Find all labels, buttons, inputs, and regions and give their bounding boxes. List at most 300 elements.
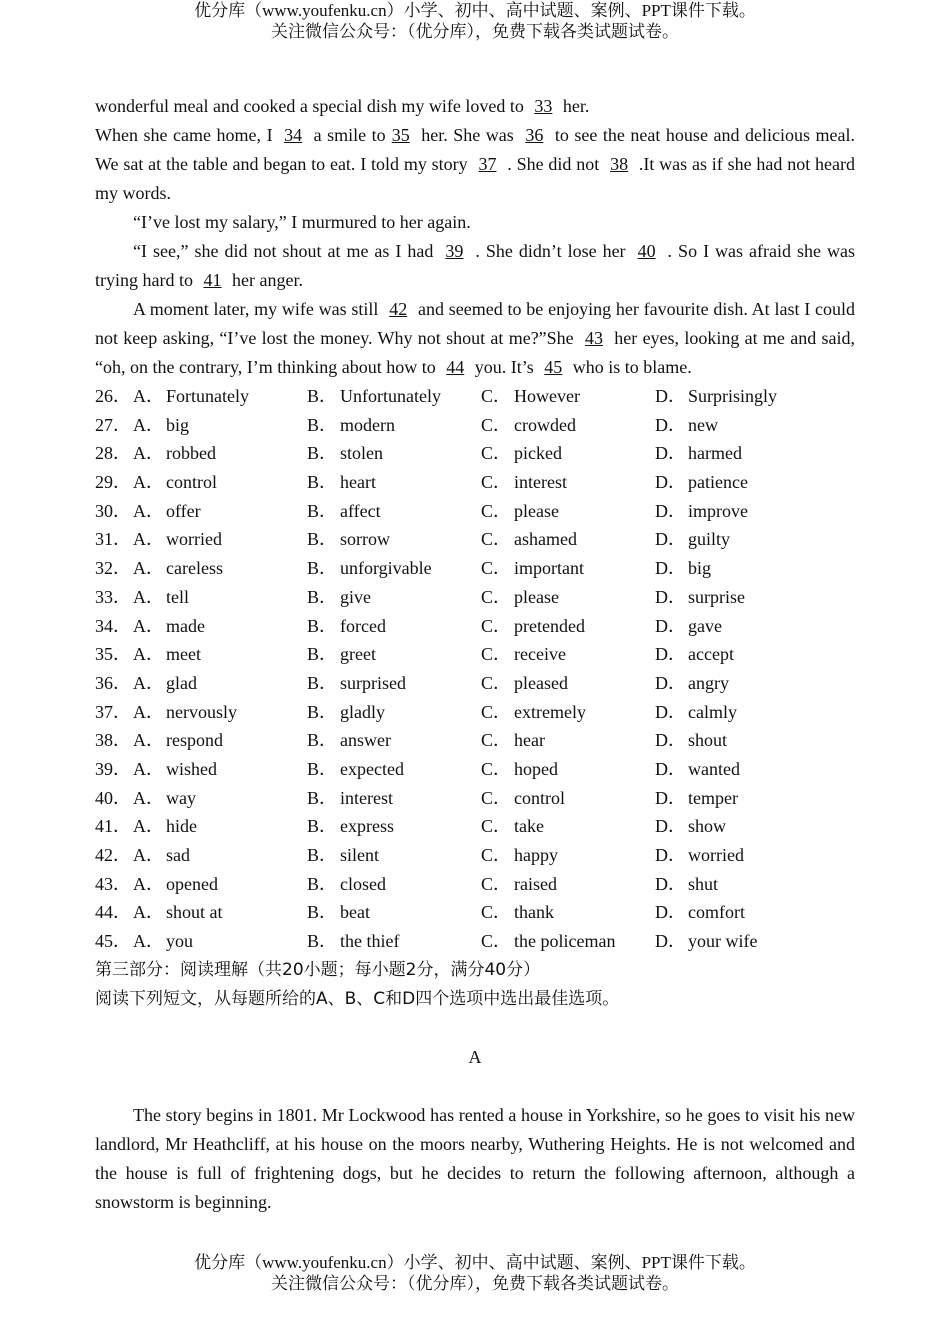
question-row (95, 784, 855, 813)
option-a (95, 583, 307, 612)
option-letter: D． (655, 701, 686, 722)
option-text: harmed (688, 443, 742, 464)
option-text: give (340, 586, 371, 607)
option-text: way (166, 787, 196, 808)
option-a (95, 612, 307, 641)
option-letter: D． (655, 558, 686, 579)
option-c (481, 497, 655, 526)
option-a (95, 382, 307, 411)
option-text: new (688, 414, 718, 435)
option-text: affect (340, 500, 381, 521)
option-text: the thief (340, 931, 400, 952)
option-letter: C． (481, 615, 512, 636)
option-text: improve (688, 500, 748, 521)
option-text: guilty (688, 529, 731, 550)
option-d (655, 812, 855, 841)
option-text: meet (166, 644, 201, 665)
question-row (95, 439, 855, 468)
question-row (95, 755, 855, 784)
option-letter: B． (307, 386, 338, 406)
option-c (481, 755, 655, 784)
option-text: beat (340, 902, 370, 923)
option-text: extremely (514, 701, 586, 722)
option-letter: C． (481, 644, 512, 665)
spacer (95, 1014, 855, 1043)
option-d (655, 554, 855, 583)
option-text: please (514, 500, 559, 521)
option-a (95, 468, 307, 497)
text-run: “I see,” she did not shout at me as I had (133, 241, 440, 261)
option-text: greet (340, 644, 376, 665)
text-run: to see the neat house and delicious meal. We sat at the table and began to eat. I told my story (95, 125, 855, 174)
option-text: hoped (514, 758, 558, 779)
question-number: 28． (95, 443, 131, 464)
option-d (655, 669, 855, 698)
option-text: closed (340, 873, 386, 894)
blank-45: 45 (544, 357, 563, 377)
option-text: sorrow (340, 529, 390, 550)
option-b (307, 841, 481, 870)
option-letter: B． (307, 787, 338, 808)
blank-35: 35 (391, 125, 410, 145)
option-text: angry (688, 672, 729, 693)
header-line-1: 优分库（www.youfenku.cn）小学、初中、高中试题、案例、PPT课件下载。 (194, 1, 756, 20)
option-b (307, 640, 481, 669)
option-letter: B． (307, 758, 338, 779)
option-text: surprise (688, 586, 745, 607)
question-row (95, 468, 855, 497)
option-letter: B． (307, 873, 338, 894)
passage-paragraph-3: “I’ve lost my salary,” I murmured to her again. (133, 212, 471, 232)
question-row (95, 698, 855, 727)
option-text: express (340, 816, 394, 837)
option-text: Surprisingly (688, 386, 778, 406)
option-d (655, 439, 855, 468)
option-c (481, 726, 655, 755)
option-letter: D． (655, 873, 686, 894)
option-b (307, 726, 481, 755)
blank-42: 42 (389, 299, 408, 319)
option-text: hide (166, 816, 197, 837)
option-text: control (166, 472, 217, 493)
blank-40: 40 (637, 241, 656, 261)
option-d (655, 841, 855, 870)
option-d (655, 726, 855, 755)
option-text: control (514, 787, 565, 808)
text-run: her. (558, 96, 590, 116)
option-letter: A． (133, 701, 164, 722)
option-text: expected (340, 758, 404, 779)
option-letter: A． (133, 758, 164, 779)
option-d (655, 927, 855, 956)
option-letter: D． (655, 500, 686, 521)
option-b (307, 870, 481, 899)
question-number: 41． (95, 816, 131, 837)
page-header (0, 0, 950, 42)
option-letter: A． (133, 845, 164, 865)
text-run: you. It’s (470, 357, 539, 377)
option-letter: C． (481, 414, 512, 435)
option-text: shut (688, 873, 719, 894)
option-letter: A． (133, 730, 164, 751)
option-a (95, 870, 307, 899)
section-3-title: 第三部分：阅读理解（共20小题；每小题2分，满分40分） (95, 959, 541, 980)
question-row (95, 812, 855, 841)
option-letter: C． (481, 500, 512, 521)
option-text: made (166, 615, 205, 636)
question-number: 35． (95, 644, 131, 665)
option-text: calmly (688, 701, 737, 722)
option-letter: C． (481, 931, 512, 952)
question-row (95, 927, 855, 956)
option-d (655, 784, 855, 813)
blank-34: 34 (284, 125, 303, 145)
option-c (481, 784, 655, 813)
option-b (307, 698, 481, 727)
option-letter: C． (481, 672, 512, 693)
option-letter: C． (481, 873, 512, 894)
option-letter: A． (133, 672, 164, 693)
page-content (95, 92, 855, 1217)
option-d (655, 468, 855, 497)
option-a (95, 784, 307, 813)
footer-line-2: 关注微信公众号：（优分库），免费下载各类试题试卷。 (271, 1274, 679, 1293)
option-letter: D． (655, 902, 686, 923)
option-letter: A． (133, 500, 164, 521)
option-text: modern (340, 414, 395, 435)
passage-paragraph-1 (95, 92, 855, 121)
option-letter: D． (655, 529, 686, 550)
option-text: sad (166, 845, 190, 865)
question-row (95, 554, 855, 583)
option-text: temper (688, 787, 738, 808)
option-b (307, 812, 481, 841)
option-c (481, 439, 655, 468)
option-text: accept (688, 644, 734, 665)
option-letter: C． (481, 902, 512, 923)
question-number: 45． (95, 931, 131, 952)
blank-43: 43 (584, 328, 603, 348)
blank-41: 41 (203, 270, 222, 290)
option-a (95, 698, 307, 727)
text-run: her anger. (227, 270, 303, 290)
question-number: 30． (95, 500, 131, 521)
option-a (95, 726, 307, 755)
option-letter: A． (133, 472, 164, 493)
option-text: heart (340, 472, 376, 493)
question-row (95, 640, 855, 669)
option-text: hear (514, 730, 545, 751)
option-text: shout (688, 730, 728, 751)
option-text: crowded (514, 414, 576, 435)
option-a (95, 927, 307, 956)
option-letter: B． (307, 931, 338, 952)
option-letter: A． (133, 644, 164, 665)
option-b (307, 411, 481, 440)
option-text: interest (514, 472, 567, 493)
question-number: 36． (95, 672, 131, 693)
option-text: important (514, 558, 584, 579)
blank-39: 39 (445, 241, 464, 261)
option-text: pretended (514, 615, 585, 636)
option-a (95, 755, 307, 784)
question-number: 26． (95, 386, 131, 406)
option-c (481, 640, 655, 669)
option-b (307, 784, 481, 813)
option-letter: A． (133, 529, 164, 550)
question-row (95, 382, 855, 411)
option-text: surprised (340, 672, 406, 693)
text-run: . She didn’t lose her (469, 241, 632, 261)
option-letter: B． (307, 443, 338, 464)
option-a (95, 497, 307, 526)
option-text: raised (514, 873, 557, 894)
option-text: nervously (166, 701, 237, 722)
option-b (307, 927, 481, 956)
option-letter: D． (655, 386, 686, 406)
option-d (655, 382, 855, 411)
option-text: worried (688, 845, 744, 865)
option-text: forced (340, 615, 386, 636)
option-letter: B． (307, 500, 338, 521)
question-row (95, 841, 855, 870)
option-letter: D． (655, 443, 686, 464)
option-text: picked (514, 443, 562, 464)
section-3-instruction: 阅读下列短文，从每题所给的A、B、C和D四个选项中选出最佳选项。 (95, 988, 620, 1009)
option-letter: A． (133, 816, 164, 837)
option-letter: C． (481, 586, 512, 607)
option-text: the policeman (514, 931, 616, 952)
option-letter: A． (133, 586, 164, 607)
question-number: 43． (95, 873, 131, 894)
option-d (655, 898, 855, 927)
option-letter: D． (655, 615, 686, 636)
text-run: her. She was (415, 125, 520, 145)
option-letter: C． (481, 787, 512, 808)
option-text: take (514, 816, 544, 837)
option-letter: D． (655, 931, 686, 952)
option-text: Unfortunately (340, 386, 441, 406)
option-letter: B． (307, 472, 338, 493)
option-letter: D． (655, 816, 686, 837)
option-letter: A． (133, 386, 164, 406)
option-text: unforgivable (340, 558, 432, 579)
option-letter: B． (307, 902, 338, 923)
option-letter: A． (133, 414, 164, 435)
option-letter: C． (481, 701, 512, 722)
option-d (655, 497, 855, 526)
option-text: gladly (340, 701, 385, 722)
option-b (307, 382, 481, 411)
text-run: wonderful meal and cooked a special dish my wife loved to (95, 96, 529, 116)
option-a (95, 640, 307, 669)
page-footer (0, 1252, 950, 1294)
option-letter: C． (481, 443, 512, 464)
option-letter: B． (307, 845, 338, 865)
option-d (655, 411, 855, 440)
option-text: gave (688, 615, 722, 636)
option-letter: B． (307, 529, 338, 550)
option-text: comfort (688, 902, 745, 923)
question-number: 39． (95, 758, 131, 779)
option-d (655, 583, 855, 612)
text-run: When she came home, I (95, 125, 279, 145)
option-letter: C． (481, 386, 512, 406)
option-d (655, 870, 855, 899)
option-c (481, 870, 655, 899)
option-letter: B． (307, 414, 338, 435)
passage-paragraph-5 (95, 295, 855, 382)
option-a (95, 841, 307, 870)
option-text: tell (166, 586, 189, 607)
option-letter: C． (481, 845, 512, 865)
option-letter: D． (655, 414, 686, 435)
text-run: .It was as if she had not heard my words. (95, 154, 855, 203)
option-a (95, 411, 307, 440)
options-list (95, 382, 855, 956)
option-text: happy (514, 845, 558, 865)
option-b (307, 439, 481, 468)
option-letter: A． (133, 902, 164, 923)
passage-paragraph-4 (95, 237, 855, 295)
option-letter: B． (307, 558, 338, 579)
option-letter: A． (133, 873, 164, 894)
option-c (481, 927, 655, 956)
option-text: worried (166, 529, 222, 550)
question-number: 33． (95, 586, 131, 607)
option-letter: D． (655, 644, 686, 665)
option-text: receive (514, 644, 566, 665)
option-text: pleased (514, 672, 568, 693)
text-run: A moment later, my wife was still (133, 299, 384, 319)
footer-line-1: 优分库（www.youfenku.cn）小学、初中、高中试题、案例、PPT课件下载。 (194, 1253, 756, 1272)
option-letter: D． (655, 758, 686, 779)
option-text: please (514, 586, 559, 607)
spacer (95, 1072, 855, 1101)
passage-label: A (468, 1046, 482, 1067)
option-letter: B． (307, 672, 338, 693)
question-number: 34． (95, 615, 131, 636)
reading-passage-a: The story begins in 1801. Mr Lockwood has rented a house in Yorkshire, so he goes to visit his new landlord, Mr Heathcliff, at his house on the moors nearby, Wuthering Heights. He is not welcomed and the house is full of frightening dogs, but he decides to return the following afternoon, although a snowstorm is beginning. (95, 1104, 855, 1212)
option-b (307, 898, 481, 927)
question-number: 40． (95, 787, 131, 808)
option-text: careless (166, 558, 223, 579)
text-run: a smile to (308, 125, 386, 145)
option-letter: D． (655, 787, 686, 808)
option-text: ashamed (514, 529, 577, 550)
option-text: your wife (688, 931, 758, 952)
question-row (95, 411, 855, 440)
option-letter: B． (307, 644, 338, 665)
option-c (481, 525, 655, 554)
question-row (95, 497, 855, 526)
question-number: 44． (95, 902, 131, 923)
question-row (95, 726, 855, 755)
option-text: you (166, 931, 193, 952)
option-letter: A． (133, 931, 164, 952)
option-letter: D． (655, 845, 686, 865)
question-number: 32． (95, 558, 131, 579)
option-d (655, 755, 855, 784)
question-number: 42． (95, 845, 131, 865)
option-a (95, 812, 307, 841)
question-row (95, 669, 855, 698)
question-row (95, 583, 855, 612)
option-c (481, 812, 655, 841)
option-b (307, 497, 481, 526)
option-text: However (514, 386, 580, 406)
blank-36: 36 (525, 125, 544, 145)
option-letter: C． (481, 529, 512, 550)
blank-33: 33 (534, 96, 553, 116)
option-letter: D． (655, 472, 686, 493)
option-c (481, 583, 655, 612)
passage-paragraph-2 (95, 121, 855, 208)
option-b (307, 468, 481, 497)
header-line-2: 关注微信公众号：（优分库），免费下载各类试题试卷。 (271, 22, 679, 41)
option-letter: C． (481, 758, 512, 779)
option-c (481, 841, 655, 870)
question-number: 38． (95, 730, 131, 751)
text-run: . So I was afraid she was trying hard to (95, 241, 856, 290)
option-letter: B． (307, 730, 338, 751)
option-letter: C． (481, 558, 512, 579)
option-letter: A． (133, 558, 164, 579)
option-letter: D． (655, 730, 686, 751)
question-number: 37． (95, 701, 131, 722)
option-text: patience (688, 472, 748, 493)
option-b (307, 525, 481, 554)
option-text: Fortunately (166, 386, 249, 406)
option-text: big (166, 414, 190, 435)
text-run: who is to blame. (568, 357, 692, 377)
option-letter: D． (655, 672, 686, 693)
option-letter: A． (133, 443, 164, 464)
option-text: glad (166, 672, 197, 693)
option-c (481, 698, 655, 727)
option-text: answer (340, 730, 391, 751)
option-letter: C． (481, 730, 512, 751)
blank-38: 38 (610, 154, 629, 174)
option-text: opened (166, 873, 218, 894)
option-a (95, 669, 307, 698)
option-text: thank (514, 902, 554, 923)
question-number: 31． (95, 529, 131, 550)
option-letter: A． (133, 615, 164, 636)
option-b (307, 755, 481, 784)
option-text: wanted (688, 758, 740, 779)
option-b (307, 554, 481, 583)
text-run: her eyes, looking at me and said, “oh, on the contrary, I’m thinking about how to (95, 328, 856, 377)
option-text: interest (340, 787, 393, 808)
option-a (95, 439, 307, 468)
option-letter: D． (655, 586, 686, 607)
option-text: show (688, 816, 727, 837)
option-letter: C． (481, 816, 512, 837)
option-text: stolen (340, 443, 383, 464)
option-letter: B． (307, 615, 338, 636)
question-row (95, 870, 855, 899)
option-a (95, 554, 307, 583)
option-text: wished (166, 758, 217, 779)
option-text: robbed (166, 443, 216, 464)
option-c (481, 382, 655, 411)
blank-44: 44 (446, 357, 465, 377)
option-c (481, 468, 655, 497)
question-number: 27． (95, 414, 131, 435)
option-b (307, 583, 481, 612)
text-run: and seemed to be enjoying her favourite dish. At last I could not keep asking, “I’ve lost the money. Why not shout at me?”She (95, 299, 855, 348)
